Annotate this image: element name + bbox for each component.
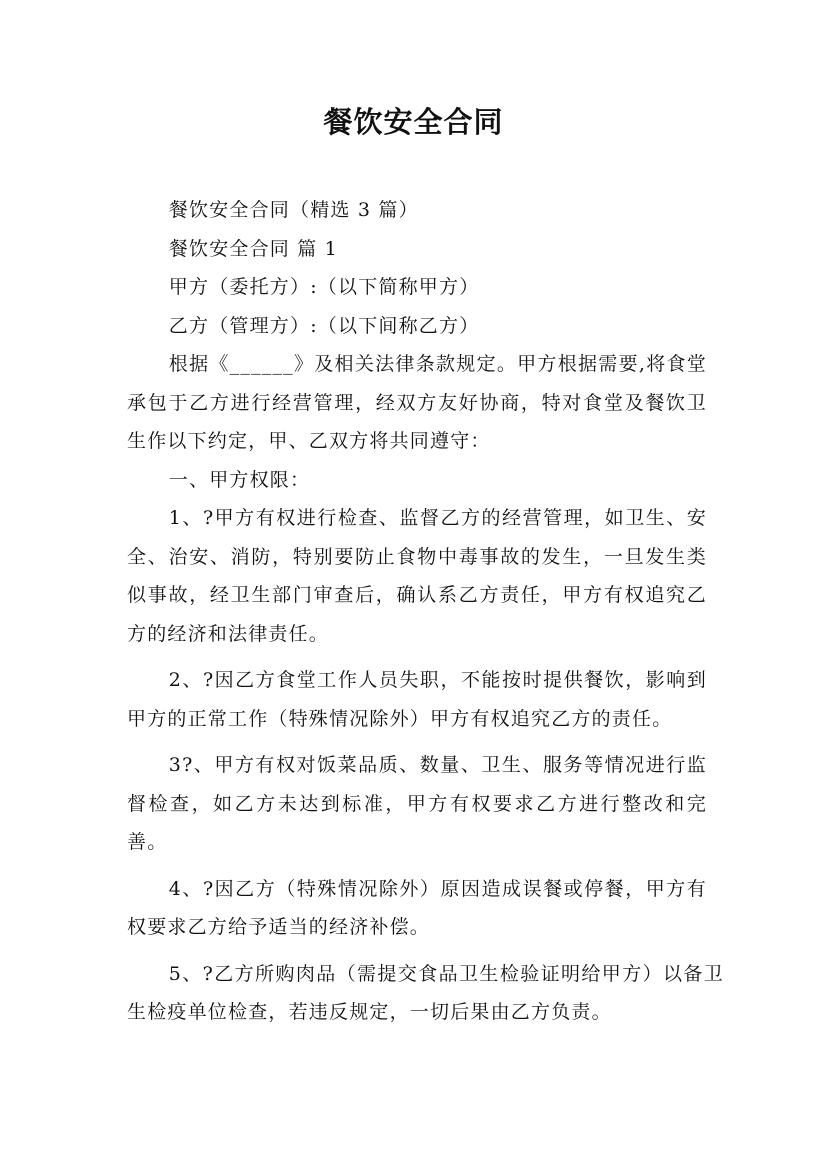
paragraph-subtitle: 餐饮安全合同（精选 3 篇）: [168, 199, 419, 221]
paragraph-party-a: 甲方（委托方）:（以下简称甲方）: [168, 276, 480, 298]
paragraph-clause-3: 3?、甲方有权对饭菜品质、数量、卫生、服务等情况进行监督检查，如乙方未达到标准，甲方有权要求乙方进行整改和完善。: [127, 754, 707, 853]
paragraph-clause-heading: 一、甲方权限：: [168, 468, 311, 491]
paragraph-clause-1: 1、?甲方有权进行检查、监督乙方的经营管理，如卫生、安全、治安、消防，特别要防止食物中毒事故的发生，一旦发生类似事故，经卫生部门审查后，确认系乙方责任，甲方有权追究乙方的经济和法律责任。: [127, 507, 707, 645]
paragraph-clause-2: 2、?因乙方食堂工作人员失职，不能按时提供餐饮，影响到甲方的正常工作（特殊情况除外）甲方有权追究乙方的责任。: [127, 669, 707, 730]
paragraph-spacer: [127, 947, 707, 955]
document-title: 餐饮安全合同: [323, 105, 504, 139]
paragraph-clause-4: 4、?因乙方（特殊情况除外）原因造成误餐或停餐，甲方有权要求乙方给予适当的经济补偿。: [127, 877, 707, 938]
paragraph-clause-5: 5、?乙方所购肉品（需提交食品卫生检验证明给甲方）以备卫生检疫单位检查，若违反规定，一切后果由乙方负责。: [127, 962, 724, 1023]
paragraph-section-heading: 餐饮安全合同 篇 1: [168, 237, 338, 260]
document-body: [127, 191, 724, 1032]
paragraph-spacer: [127, 653, 707, 661]
paragraph-preamble: 根据《______》及相关法律条款规定。甲方根据需要,将食堂承包于乙方进行经营管理，经双方友好协商，特对食堂及餐饮卫生作以下约定，甲、乙双方将共同遵守：: [127, 353, 707, 452]
paragraph-party-b: 乙方（管理方）:（以下间称乙方）: [168, 314, 480, 337]
paragraph-spacer: [127, 738, 707, 746]
paragraph-spacer: [127, 862, 707, 870]
